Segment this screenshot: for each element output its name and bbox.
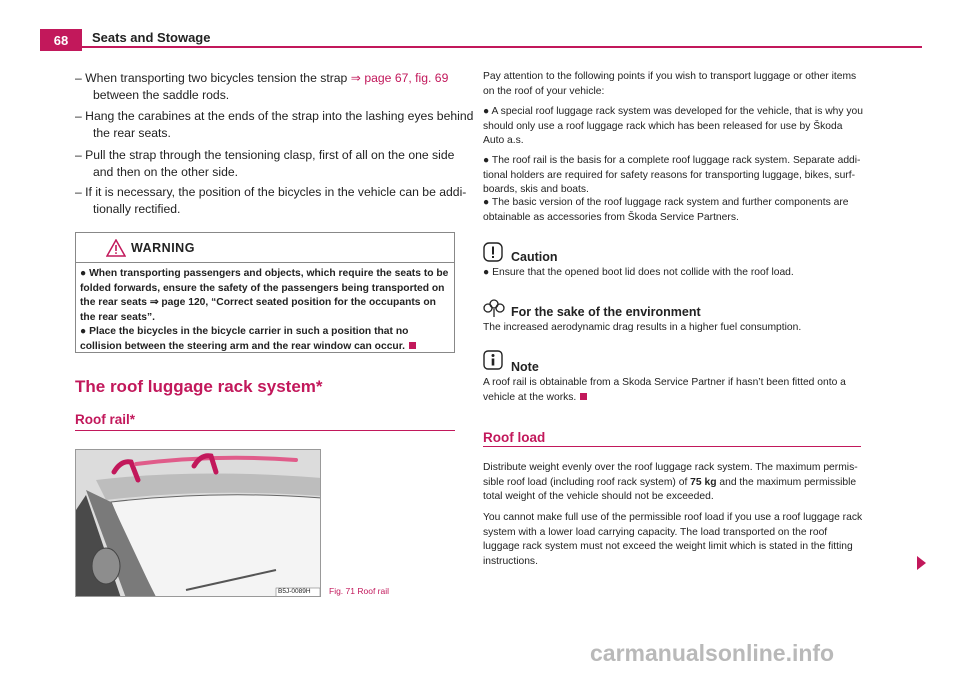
step-text: between the saddle rods. xyxy=(93,88,230,102)
step-4: – If it is necessary, the position of the bicycles in the vehicle can be addi-tionally rectified. xyxy=(75,185,467,216)
roof-load-paragraph-2: You cannot make full use of the permissible roof load if you use a roof luggage rack system with a lower load carrying capacity. The load transported on the roof luggage rack system must not exceed the weight limit which is stated in the fitting instructions. xyxy=(483,512,863,567)
caution-icon xyxy=(483,242,503,262)
caution-item: ● Ensure that the opened boot lid does not collide with the roof load. xyxy=(483,267,794,278)
caution-title: Caution xyxy=(511,250,558,264)
roof-rail-figure xyxy=(75,449,321,597)
environment-title: For the sake of the environment xyxy=(511,305,701,319)
warning-header xyxy=(76,233,454,263)
watermark: carmanualsonline.info xyxy=(590,640,835,666)
bullet-item: ● The basic version of the roof luggage rack system and further components are obtainable as accessories from Škoda Service Partners. xyxy=(483,197,849,223)
bullet-item: ● The roof rail is the basis for a complete roof luggage rack system. Separate addi-tional holders are required for safety reasons for transporting luggage, bikes, surf-boards, skis and boats. xyxy=(483,155,861,195)
warning-item: ● When transporting passengers and objects, which require the seats to be folded forwards, ensure the safety of the passengers being transported on the rear seats ⇒ page 120, “Correct seated position for the occupants on the rear seats”. xyxy=(80,268,449,323)
warning-triangle-icon xyxy=(106,239,126,257)
note-text: A roof rail is obtainable from a Skoda Service Partner if hasn’t been fitted onto a vehicle at the works. xyxy=(483,377,846,403)
section-title: The roof luggage rack system* xyxy=(75,377,323,396)
step-2: – Hang the carabines at the ends of the strap into the lashing eyes behind the rear seats. xyxy=(75,109,474,140)
page-link[interactable]: ⇒ page 67, fig. 69 xyxy=(350,71,449,85)
step-3: – Pull the strap through the tensioning clasp, first of all on the one side and then on the other side. xyxy=(75,148,455,179)
bullet-item: ● A special roof luggage rack system was developed for the vehicle, that is why you should only use a roof luggage rack which has been released for use by Škoda Auto a.s. xyxy=(483,106,863,146)
car-roof-illustration xyxy=(76,450,321,597)
note-title: Note xyxy=(511,360,539,374)
intro-paragraph: Pay attention to the following points if you wish to transport luggage or other items on the roof of your vehicle: xyxy=(483,71,857,97)
subsection-title-roof-load: Roof load xyxy=(483,430,546,445)
warning-box xyxy=(75,232,455,353)
warning-title: WARNING xyxy=(131,241,195,255)
note-info-icon xyxy=(483,350,503,370)
chapter-title: Seats and Stowage xyxy=(92,30,211,45)
subsection-title-roof-rail: Roof rail* xyxy=(75,412,136,427)
environment-flower-icon xyxy=(483,298,505,318)
subsection-rule xyxy=(75,430,455,431)
end-marker-icon xyxy=(580,393,587,400)
warning-divider xyxy=(76,262,454,263)
figure-code: B5J-0089H xyxy=(278,588,311,595)
header-rule xyxy=(82,46,922,48)
next-page-arrow-icon[interactable] xyxy=(917,556,926,570)
step-text: – When transporting two bicycles tension the strap xyxy=(75,71,351,85)
environment-text: The increased aerodynamic drag results in a higher fuel consumption. xyxy=(483,322,802,333)
page-number: 68 xyxy=(40,29,82,51)
end-marker-icon xyxy=(409,342,416,349)
subsection-rule xyxy=(483,446,861,447)
figure-caption: Fig. 71 Roof rail xyxy=(329,586,389,596)
roof-load-paragraph-1: Distribute weight evenly over the roof luggage rack system. The maximum permis-sible roof load (including roof rack system) of 75 kg and the maximum permissible total weight of the vehicle should not be exceeded. xyxy=(483,462,858,502)
step-1 xyxy=(75,70,478,104)
warning-item: ● Place the bicycles in the bicycle carrier in such a position that no collision between the steering arm and the rear window can occur. xyxy=(80,325,450,354)
